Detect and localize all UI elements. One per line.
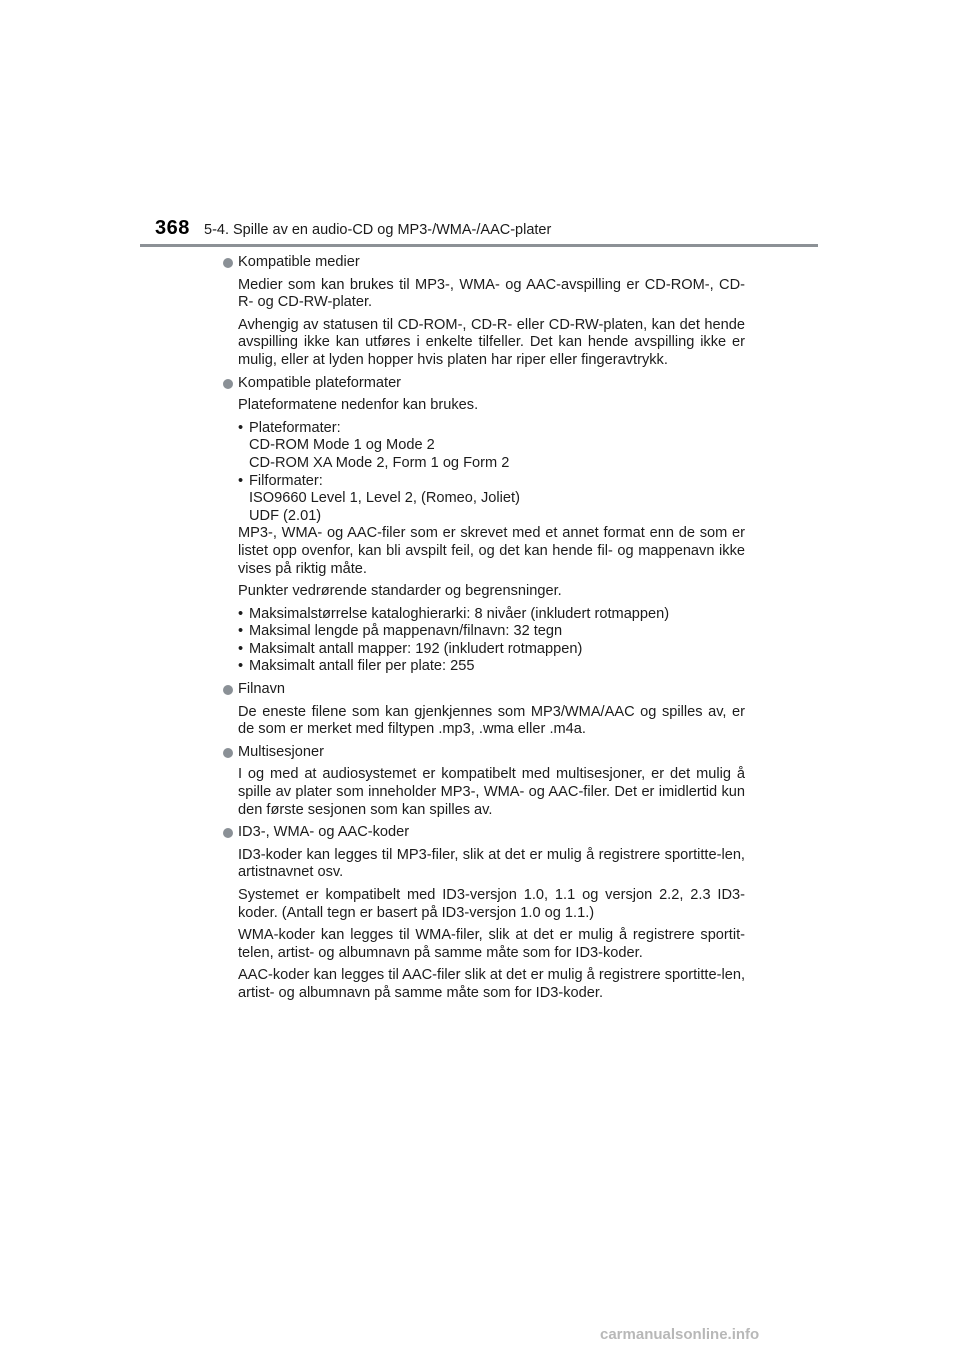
list-item-sub: CD-ROM Mode 1 og Mode 2 — [249, 437, 435, 454]
list-item: • Maksimalt antall filer per plate: 255 — [238, 658, 745, 676]
list-item-sub: CD-ROM XA Mode 2, Form 1 og Form 2 — [249, 454, 510, 471]
paragraph: Systemet er kompatibelt med ID3-versjon 1.0, 1.1 og versjon 2.2, 2.3 ID3-koder. (Antall tegn er basert på ID3-versjon 1.0 og 1.1.) — [238, 887, 745, 921]
list-item: • Maksimalt antall mapper: 192 (inkludert rotmappen) — [238, 641, 745, 659]
section-heading-text: Kompatible medier — [238, 254, 360, 270]
paragraph: MP3-, WMA- og AAC-filer som er skrevet med et annet format enn de som er listet opp ovenfor, kan bli avspilt feil, og det kan hende fil- og mappenavn ikke vises på riktig måte. — [238, 525, 745, 577]
list-item-label: Filformater: — [249, 472, 323, 489]
watermark-link[interactable]: carmanualsonline.info — [600, 1326, 760, 1343]
section-heading-text: Multisesjoner — [238, 743, 324, 760]
list-item: • Maksimalstørrelse kataloghierarki: 8 nivåer (inkludert rotmappen) — [238, 606, 745, 624]
paragraph: De eneste filene som kan gjenkjennes som MP3/WMA/AAC og spilles av, er de som er merket med filtypen .mp3, .wma eller .m4a. — [238, 703, 745, 738]
list-item — [238, 473, 745, 526]
list-item-sub: ISO9660 Level 1, Level 2, (Romeo, Joliet) — [249, 490, 520, 507]
list-item-sub: UDF (2.01) — [249, 507, 322, 524]
page-number: 368 — [155, 217, 190, 239]
section-heading-text: Filnavn — [238, 681, 286, 698]
circle-bullet-icon — [223, 828, 233, 838]
paragraph: Avhengig av statusen til CD-ROM-, CD-R- eller CD-RW-platen, kan det hende avspilling ikke kan utføres i enkelte tilfeller. Det kan hende avspilling ikke er mulig, eller at lyden hopper hvis platen har riper eller fingeravtrykk. — [238, 316, 745, 368]
format-list — [238, 420, 745, 526]
list-item — [238, 420, 745, 473]
section-heading-text: ID3-, WMA- og AAC-koder — [238, 824, 410, 841]
paragraph: Plateformatene nedenfor kan brukes. — [238, 397, 479, 414]
section-heading-filnavn — [223, 681, 745, 699]
chapter-title: 5-4. Spille av en audio-CD og MP3-/WMA-/AAC-plater — [204, 222, 552, 238]
paragraph: Punkter vedrørende standarder og begrensninger. — [238, 583, 562, 600]
circle-bullet-icon — [223, 685, 233, 695]
list-item: • Maksimal lengde på mappenavn/filnavn: 32 tegn — [238, 623, 745, 641]
paragraph: WMA-koder kan legges til WMA-filer, slik at det er mulig å registrere sportit-telen, artist- og albumnavn på samme måte som for ID3-koder. — [238, 927, 745, 961]
circle-bullet-icon — [223, 258, 233, 268]
list-item-label: Plateformater: — [249, 419, 341, 436]
paragraph: Medier som kan brukes til MP3-, WMA- og AAC-avspilling er CD-ROM-, CD-R- og CD-RW-plater. — [238, 276, 745, 311]
circle-bullet-icon — [223, 379, 233, 389]
paragraph: ID3-koder kan legges til MP3-filer, slik at det er mulig å registrere sportitte-len, artistnavnet osv. — [238, 846, 745, 881]
paragraph: AAC-koder kan legges til AAC-filer slik at det er mulig å registrere sportitte-len, artist- og albumnavn på samme måte som for ID3-koder. — [238, 967, 745, 1001]
main-content — [223, 254, 745, 1003]
circle-bullet-icon — [223, 748, 233, 758]
section-heading-kompatible-medier — [223, 254, 745, 272]
section-heading-kompatible-plateformater — [223, 375, 745, 393]
header-divider — [140, 244, 818, 247]
limits-list — [238, 606, 745, 676]
paragraph: I og med at audiosystemet er kompatibelt med multisesjoner, er det mulig å spille av plater som inneholder MP3-, WMA- og AAC-filer. Det er imidlertid kun den første sesjonen som kan spilles av. — [238, 766, 745, 818]
section-heading-text: Kompatible plateformater — [238, 374, 402, 391]
section-heading-multisesjoner — [223, 744, 745, 762]
page-header — [140, 214, 820, 246]
section-heading-id3-koder — [223, 824, 745, 842]
